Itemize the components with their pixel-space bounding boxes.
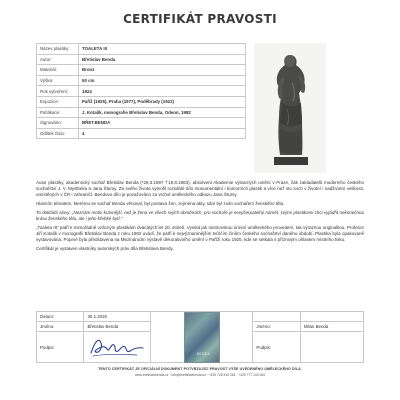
info-row [37, 75, 246, 86]
artwork-info-rows [37, 44, 246, 139]
info-label: Expozice: [37, 96, 79, 107]
info-value: Bronz [79, 65, 246, 76]
date-label: Datum: [37, 312, 84, 322]
info-row [37, 128, 246, 139]
info-value: 50 cm [79, 75, 246, 86]
info-label: Výška: [37, 75, 79, 86]
info-label: Rok vytvoření: [37, 86, 79, 97]
signature-label-right: Podpis: [253, 332, 300, 363]
info-value: 4 [79, 128, 246, 139]
footer-statement: TENTO CERTIFIKÁT JE OFICIÁLNÍ DOKUMENT POTVRZUJÍCÍ PRAVOST VÝŠE UVEDENÉHO UMĚLECKÉHO DÍLA. [98, 367, 302, 371]
info-row [37, 54, 246, 65]
info-row [37, 86, 246, 97]
certificate-title: CERTIFIKÁT PRAVOSTI [123, 12, 277, 26]
info-label: Materiál: [37, 65, 79, 76]
date-value: 30.1.2026 [84, 312, 151, 322]
info-label: Signováno: [37, 118, 79, 129]
info-label: Odlitek číslo: [37, 128, 79, 139]
info-value: BŘET.BENDA [79, 118, 246, 129]
info-value: Paříž (1925), Praha (1977), Poděbrady (1922) [79, 96, 246, 107]
info-row [37, 118, 246, 129]
info-label: Autor: [37, 54, 79, 65]
handwritten-signature [87, 333, 147, 361]
name-value-left: Břetislav Benda [84, 322, 151, 332]
name-label-right: Jméno: [253, 322, 300, 332]
hologram-seal-text: BENDA [196, 352, 211, 356]
body-paragraph: Hlavním tématem, kterému se sochař Benda věnoval, byl postava žen, zejména akty, sám byl zván sochařem ženského těla. [36, 201, 285, 206]
info-value: J. Kotalík, monografie Břetislav Benda, Odeon, 1982 [79, 107, 246, 118]
signature-label-left: Podpis: [37, 332, 84, 363]
name-label-left: Jméno: [37, 322, 84, 332]
signature-left [84, 332, 151, 363]
signature-right [300, 332, 363, 363]
info-label: Název plastiky: [37, 44, 79, 55]
sculpture-image [254, 43, 326, 173]
info-value: TOALETA III [79, 44, 246, 55]
info-row [37, 107, 246, 118]
info-row [37, 65, 246, 76]
hologram-seal [184, 312, 220, 363]
body-paragraph: Autor plastiky, akademický sochař Břetislav Benda (*28.3.1897 †19.8.1983), absolvent Akademie výtvarných umění v Praze, žák zakladatelů moderního českého sochařství J. V. Myslbeka a Jana Štursy. Za svého života vytvořil rozsáhlé dílo monumentální i komorních plastik a více než sto soch v životní i nadživotní velikosti, umístěných v ČR i zahraničí. Bendovo dílo je považováno za vrchol uměleckého odkazu Jana Štursy. [36, 180, 364, 197]
certificate-footer [36, 367, 364, 377]
body-paragraph: To dokládá slovy: „Neznám motiv krásnější, než je žena ve všech svých obměnách, pro sochaře je nevyčerpatelný námět, svými plastikami chci vyjádřit nekonečnou krásu ženského těla, ale i jeho křehké bytí.“ [36, 210, 364, 221]
body-paragraph: Certifikát je vystaven vlastníky autorských práv díla Břetislava Bendy. [36, 246, 174, 251]
info-row [37, 96, 246, 107]
certificate-body-text [36, 180, 364, 255]
info-label: Publikace: [37, 107, 79, 118]
footer-contacts: www.bretislavbenda.cz · info@bretislavbenda.cz · +420 728 916 318 · +420 777 143 084 [135, 373, 265, 377]
artwork-info-table [36, 43, 246, 139]
hologram-cell [151, 312, 253, 363]
signature-table [36, 311, 364, 363]
body-paragraph: „Toaleta III“ patří k mimořádně vzácným plastikám dvacátých let 20. století. Vyniká jak mistrovskou úrovní uměleckého provedení, tak výraznou originalitou. Profesor Jiří Kotalík v monografii Břetislav Benda z roku 1982 uvádí, že patří k nejvýznamnějším tvůrčím činům českého sochařství daného období. Plastika byla opakovaně vystavována. Poprvé byla představena na Mezinárodní výstavě dekorativního umění v Paříži roku 1925, kde se setkala s příznivým ohlasem místního tisku. [36, 225, 364, 242]
sculpture-photo [254, 43, 326, 173]
sculpture-base [274, 157, 308, 165]
info-value: 1924 [79, 86, 246, 97]
info-value: Břetislav Benda [79, 54, 246, 65]
info-row [37, 44, 246, 55]
name-value-right: Milan Benda [300, 322, 363, 332]
